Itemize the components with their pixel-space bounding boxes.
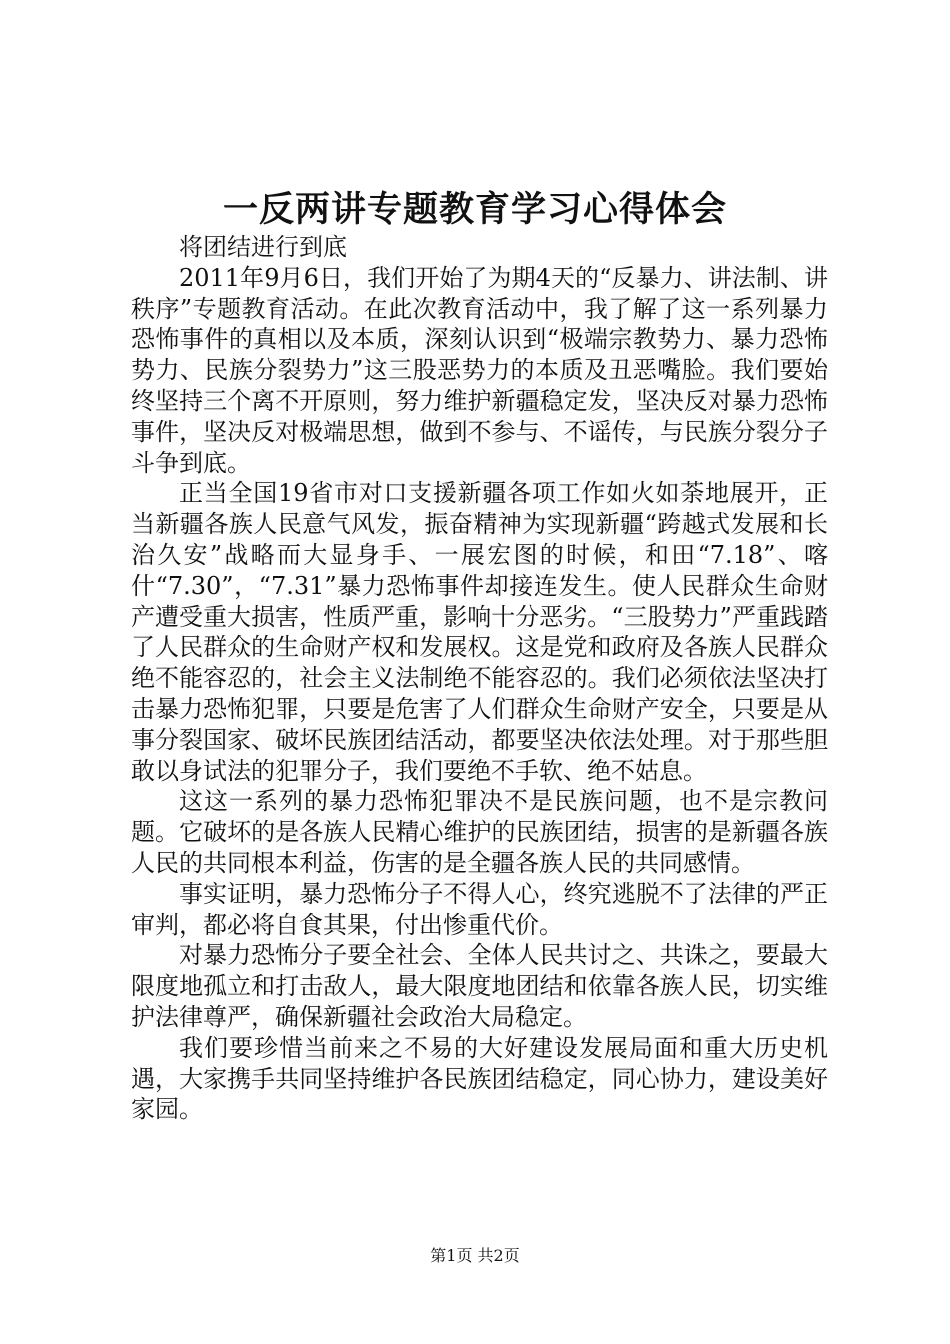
paragraph: 正当全国19省市对口支援新疆各项工作如火如荼地展开，正当新疆各族人民意气风发，振奋精神为实现新疆“跨越式发展和长治久安”战略而大显身手、一展宏图的时候，和田“7.18”、喀什“7.30”，“7.31”暴力恐怖事件却接连发生。使人民群众生命财产遭受重大损害，性质严重，影响十分恶劣。“三股势力”严重践踏了人民群众的生命财产权和发展权。这是党和政府及各族人民群众绝不能容忍的，社会主义法制绝不能容忍的。我们必须依法坚决打击暴力恐怖犯罪，只要是危害了人们群众生命财产安全，只要是从事分裂国家、破坏民族团结活动，都要坚决依法处理。对于那些胆敢以身试法的犯罪分子，我们要绝不手软、绝不姑息。 bbox=[131, 479, 828, 785]
document-body bbox=[131, 232, 828, 1125]
paragraph: 2011年9月6日，我们开始了为期4天的“反暴力、讲法制、讲秩序”专题教育活动。在此次教育活动中，我了解了这一系列暴力恐怖事件的真相以及本质，深刻认识到“极端宗教势力、暴力恐怖势力、民族分裂势力”这三股恶势力的本质及丑恶嘴脸。我们要始终坚持三个离不开原则，努力维护新疆稳定发，坚决反对暴力恐怖事件，坚决反对极端思想，做到不参与、不谣传，与民族分裂分子斗争到底。 bbox=[131, 263, 828, 477]
paragraph: 我们要珍惜当前来之不易的大好建设发展局面和重大历史机遇，大家携手共同坚持维护各民族团结稳定，同心协力，建设美好家园。 bbox=[131, 1033, 828, 1124]
document-title: 一反两讲专题教育学习心得体会 bbox=[222, 189, 727, 230]
paragraph: 这这一系列的暴力恐怖犯罪决不是民族问题，也不是宗教问题。它破坏的是各族人民精心维护的民族团结，损害的是新疆各族人民的共同根本利益，伤害的是全疆各族人民的共同感情。 bbox=[131, 787, 828, 877]
paragraph: 对暴力恐怖分子要全社会、全体人民共讨之、共诛之，要最大限度地孤立和打击敌人，最大限度地团结和依靠各族人民，切实维护法律尊严，确保新疆社会政治大局稳定。 bbox=[131, 941, 828, 1031]
paragraph: 事实证明，暴力恐怖分子不得人心，终究逃脱不了法律的严正审判，都必将自食其果，付出惨重代价。 bbox=[131, 879, 828, 939]
paragraph-subtitle: 将团结进行到底 bbox=[179, 233, 347, 261]
page-footer: 第1页 共2页 bbox=[430, 1246, 520, 1265]
